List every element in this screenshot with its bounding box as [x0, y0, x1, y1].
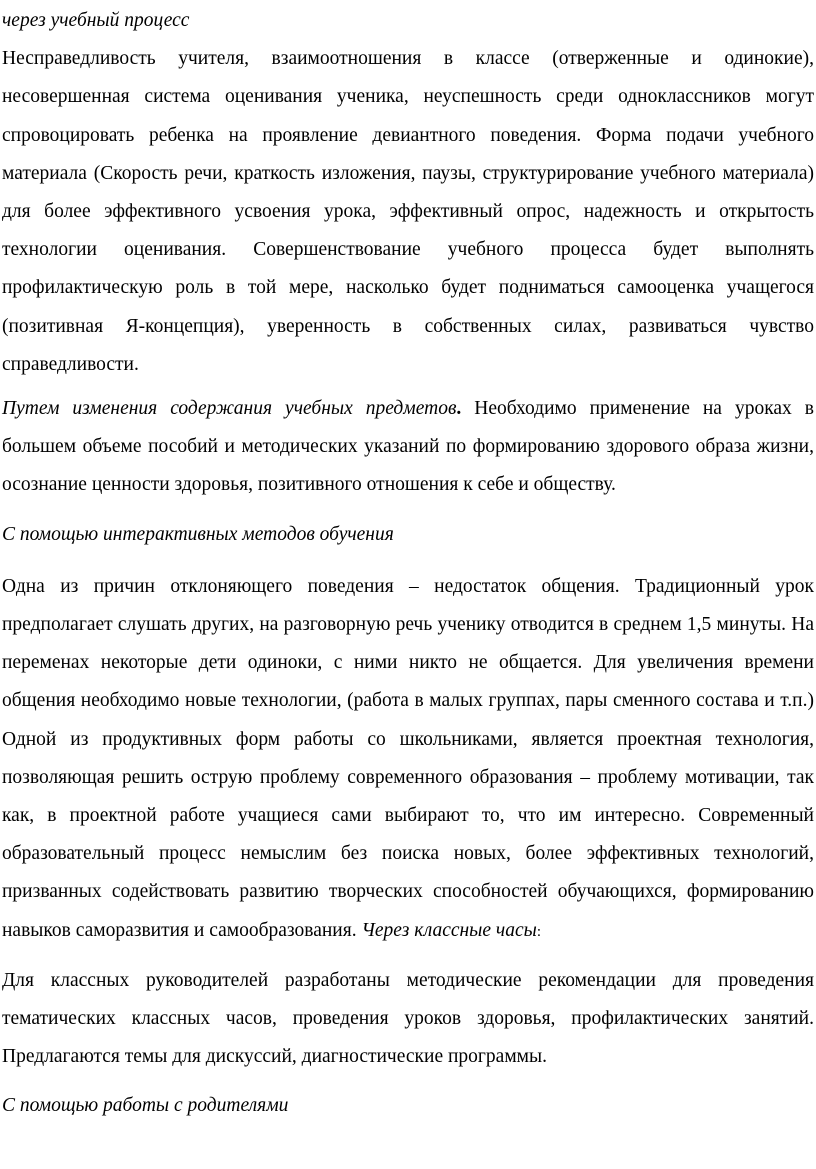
paragraph-class-teachers: Для классных руководителей разработаны методические рекомендации для проведения тематических классных часов, проведения уроков здоровья, профилактических занятий. Предлагаются темы для дискуссий, диагностические программы.: [2, 969, 814, 1068]
parents-work-heading: С помощью работы с родителями: [2, 1095, 289, 1117]
interactive-methods-heading: С помощью интерактивных методов обучения: [2, 523, 394, 545]
class-hours-heading: Через классные часы: [361, 919, 537, 941]
paragraph-communication: [2, 568, 814, 951]
subject-content-heading: Путем изменения содержания учебных предметов: [2, 398, 457, 420]
paragraph-subject-content: [2, 390, 814, 505]
subject-content-text: Необходимо применение на уроках в большем объеме пособий и методических указаний по формированию здорового образа жизни, осознание ценности здоровья, позитивного отношения к себе и обществу.: [2, 398, 814, 496]
paragraph-teacher-factors: Несправедливость учителя, взаимоотношения в классе (отверженные и одинокие), несовершенная система оценивания ученика, неуспешность среди одноклассников могут спровоцировать ребенка на проявление девиантного поведения. Форма подачи учебного материала (Скорость речи, краткость изложения, паузы, структурирование учебного материала) для более эффективного усвоения урока, эффективный опрос, надежность и открытость технологии оценивания. Совершенствование учебного процесса будет выполнять профилактическую роль в той мере, насколько будет подниматься самооценка учащегося (позитивная Я-концепция), уверенность в собственных силах, развиваться чувство справедливости.: [2, 48, 814, 375]
communication-text: Одна из причин отклоняющего поведения – недостаток общения. Традиционный урок предполагает слушать других, на разговорную речь ученику отводится в среднем 1,5 минуты. На переменах некоторые дети одиноки, с ними никто не общается. Для увеличения времени общения необходимо новые технологии, (работа в малых группах, пары сменного состава и т.п.) Одной из продуктивных форм работы со школьниками, является проектная технология, позволяющая решить острую проблему современного образования – проблему мотивации, так как, в проектной работе учащиеся сами выбирают то, что им интересно. Современный образовательный процесс немыслим без поиска новых, более эффективных технологий, призванных содействовать развитию творческих способностей обучающихся, формированию навыков саморазвития и самообразования.: [2, 575, 814, 941]
heading-period: .: [456, 398, 462, 420]
class-hours-colon: :: [536, 923, 541, 940]
section-fragment-heading: через учебный процесс: [2, 10, 190, 31]
